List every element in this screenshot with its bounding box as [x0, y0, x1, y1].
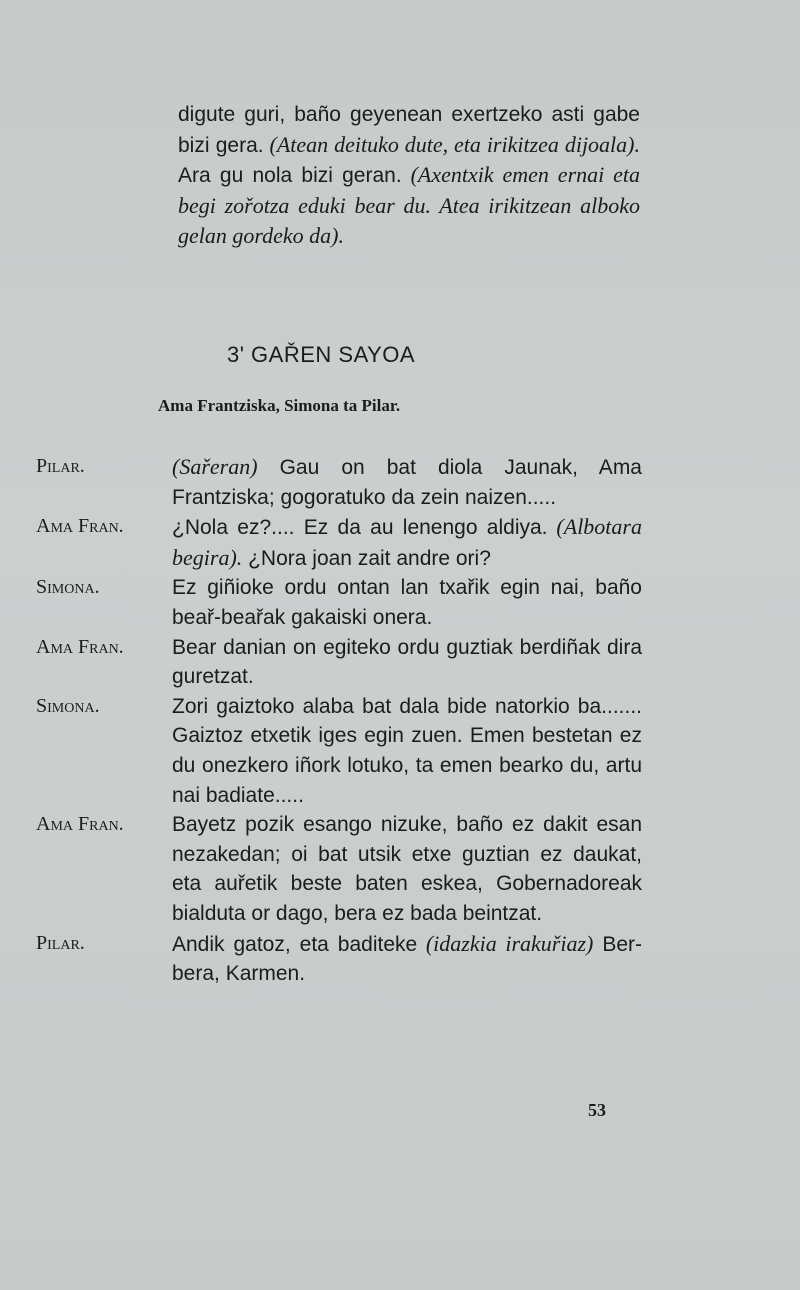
speech-part: Gau on bat diola Jaunak, Ama Frantziska; gogoratuko da zein naizen..... [172, 456, 642, 509]
speech-text: Zori gaiztoko alaba bat dala bide natorkio ba....... Gaiztoz etxetik iges egin zuen. Emen bestetan ez du onezkero iñork lotuko, ta emen bearko du, artu nai badiate..... [172, 694, 642, 807]
dialogue-line [30, 929, 642, 989]
speech-text [172, 452, 642, 512]
speech-text: Bayetz pozik esango nizuke, baño ez dakit esan nezakedan; oi bat utsik etxe guztian ez daukat, eta auřetik beste baten eskea, Gobernadoreak bialduta or dago, bera ez bada beintzat. [172, 813, 642, 925]
intro-stage-direction-2: (Axentxik emen ernai eta begi zořotza eduki bear du. Atea irikitzean alboko gelan gordeko da). [178, 162, 641, 249]
speaker-name: Ama Fran. [36, 515, 124, 538]
speaker-name: Ama Fran. [36, 635, 124, 658]
stage-direction: (Sařeran) [172, 454, 258, 479]
stage-direction: (Albotara begira). [172, 514, 642, 570]
speech-text [172, 929, 642, 989]
speech-part: ¿Nola ez?.... Ez da au lenengo aldiya. [172, 516, 548, 540]
dialogue-line [30, 512, 642, 573]
speaker-name: Simona. [36, 576, 100, 599]
intro-stage-direction-1: (Atean deituko dute, eta irikitzea dijoala). [263, 131, 640, 157]
speaker-name: Ama Fran. [36, 813, 124, 836]
speech-text: Ez giñioke ordu ontan lan txařik egin nai, baño beař-beařak gakaiski onera. [172, 576, 642, 629]
scene-characters: Ama Frantziska, Simona ta Pilar. [158, 396, 401, 415]
dialogue-line [30, 452, 642, 512]
speech-part: Andik gatoz, eta baditeke [172, 932, 418, 956]
page-number: 53 [588, 1100, 606, 1120]
scene-title: 3' GAŘEN SAYOA [227, 342, 416, 367]
speaker-name: Simona. [36, 694, 100, 717]
speaker-name: Pilar. [36, 455, 85, 477]
dialogue-line [30, 810, 642, 928]
intro-paragraph [178, 100, 640, 252]
speaker-name: Pilar. [36, 931, 85, 954]
intro-text-1: digute guri, baño geyenean exertzeko asti gabe bizi gera. [178, 103, 640, 157]
stage-direction: (idazkia irakuřiaz) [417, 930, 594, 956]
speech-part: Ber-bera, Karmen. [172, 932, 642, 986]
speech-part: ¿Nora joan zait andre ori? [242, 546, 491, 570]
dialogue-line [30, 573, 642, 632]
dialogue-line [30, 692, 642, 810]
dialogue [30, 452, 642, 989]
speech-text: Bear danian on egiteko ordu guztiak berdiñak dira guretzat. [172, 635, 642, 689]
speech-text [172, 512, 642, 573]
intro-text-2: Ara gu nola bizi geran. [178, 164, 402, 188]
dialogue-line [30, 633, 642, 692]
